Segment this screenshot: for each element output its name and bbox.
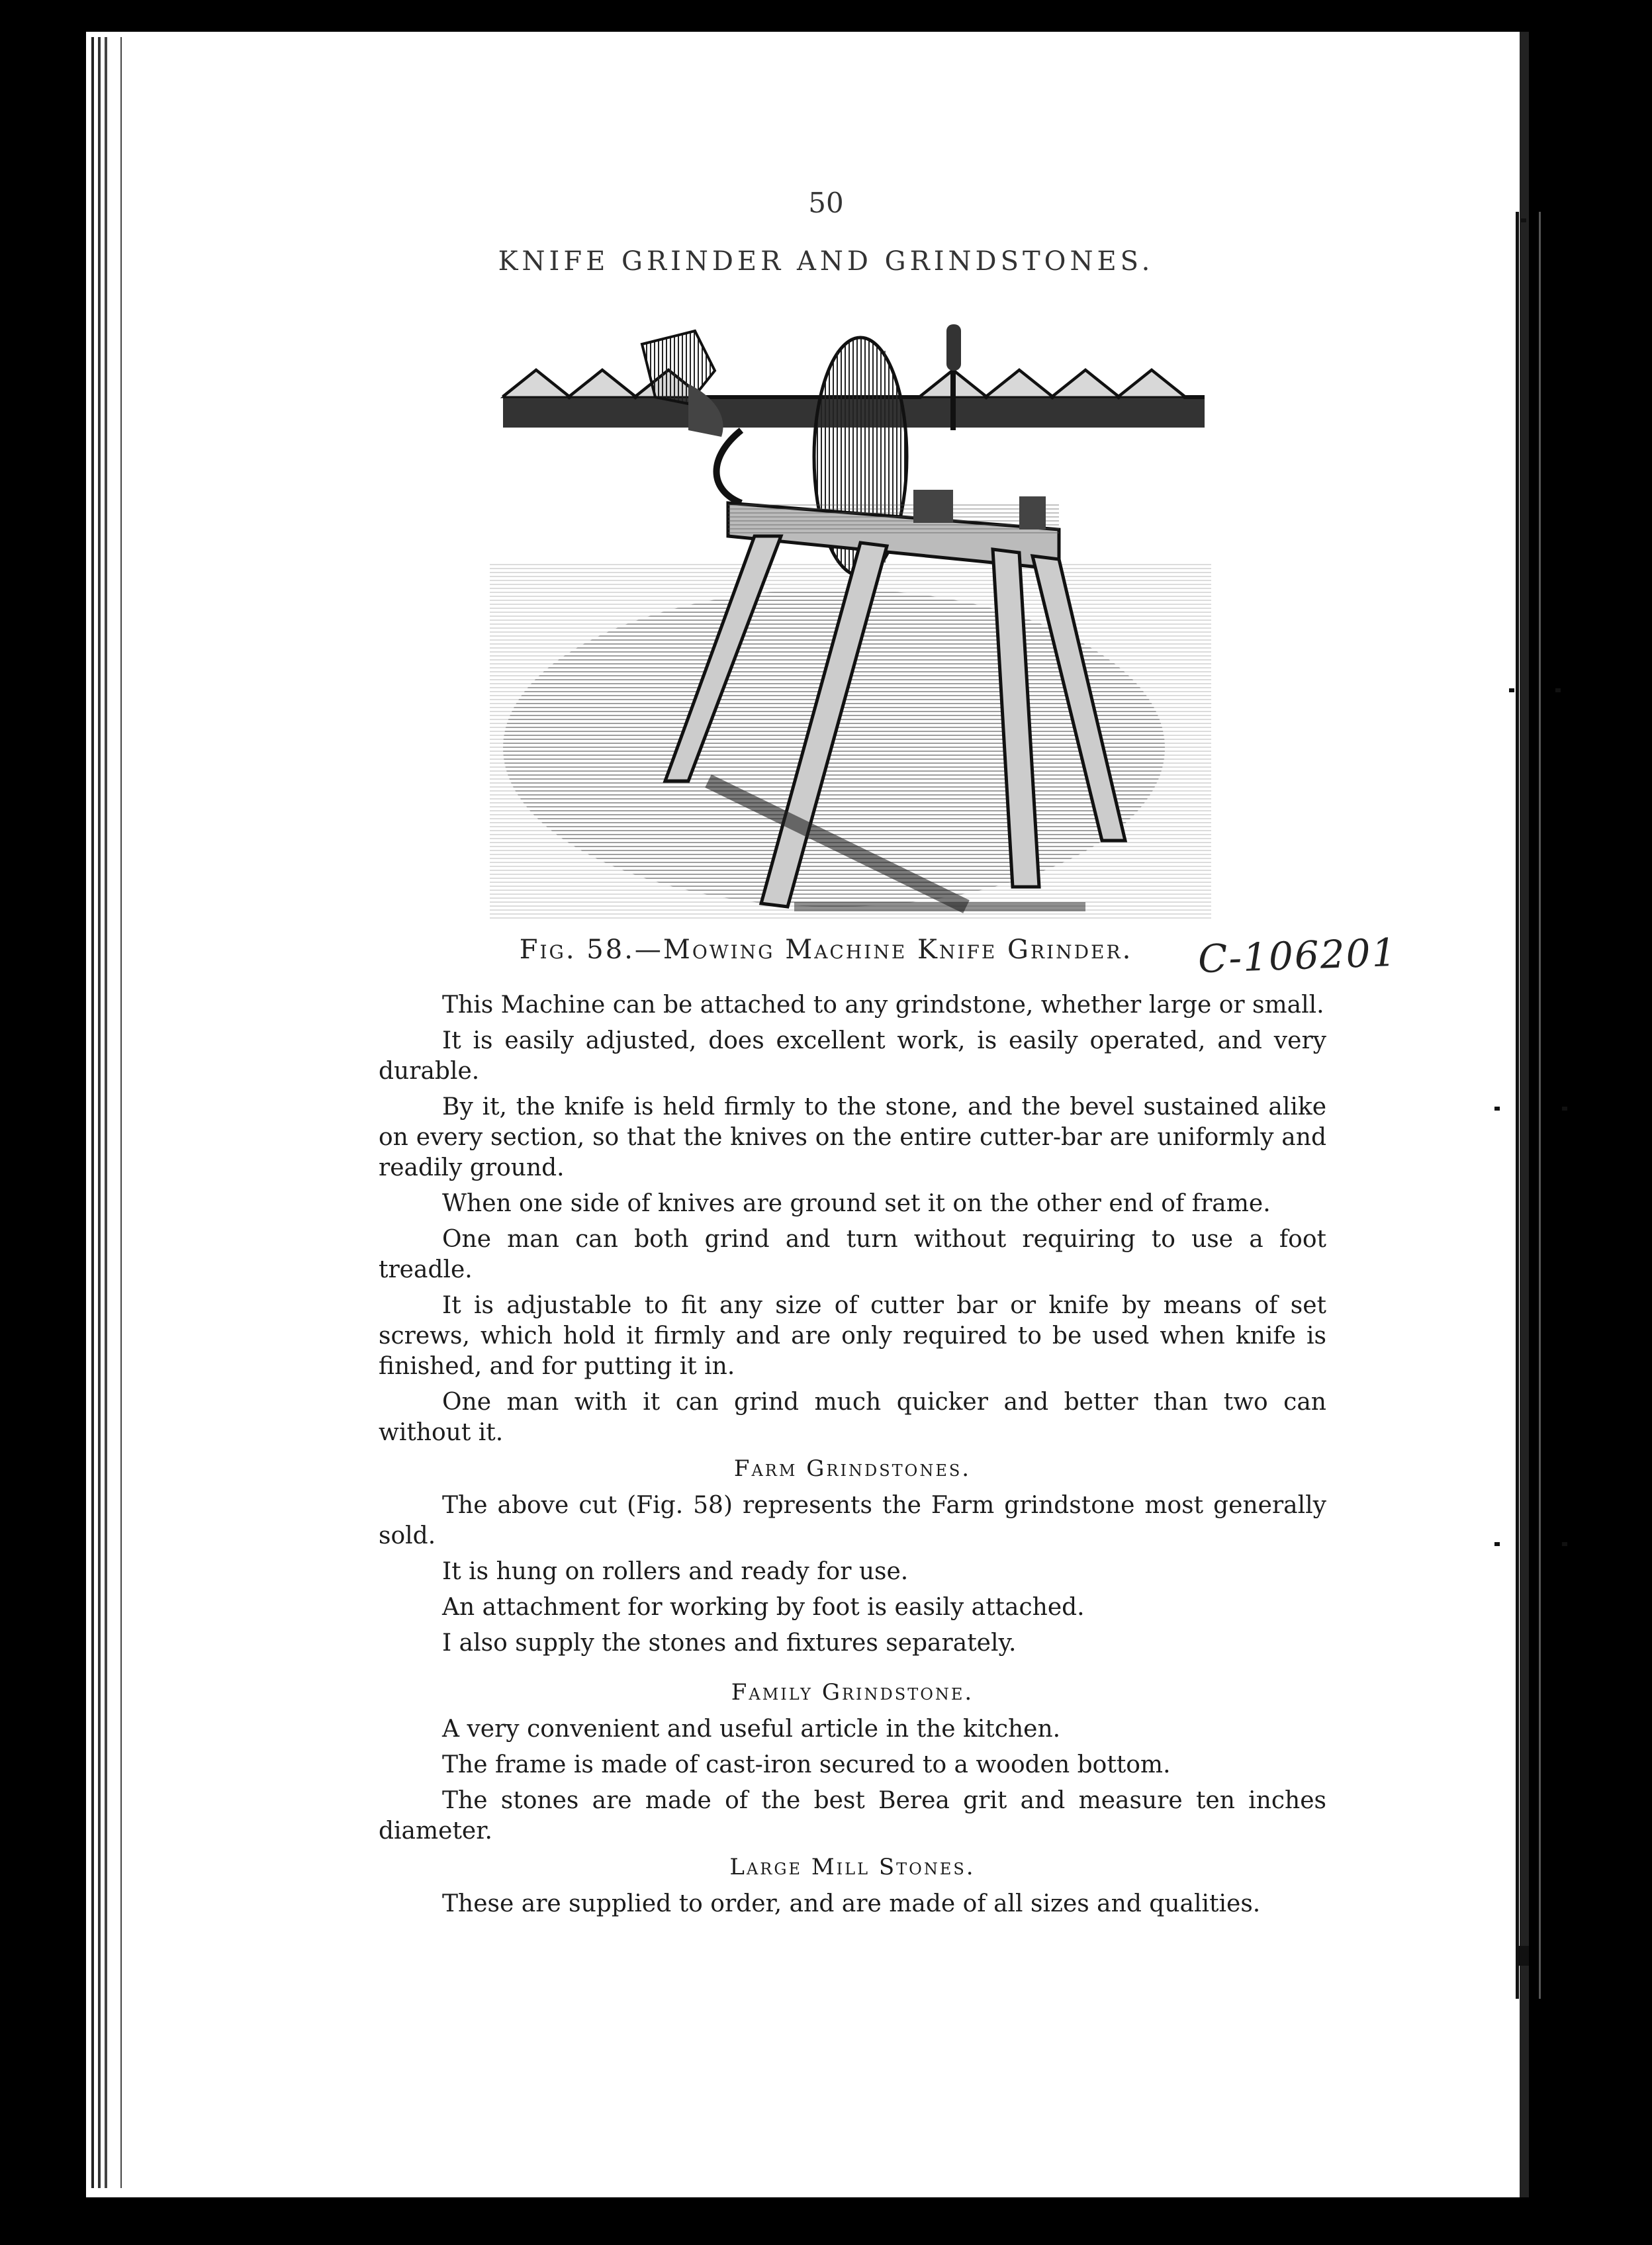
binding-mark — [1509, 688, 1514, 692]
page-number: 50 — [808, 187, 844, 219]
paragraph: This Machine can be attached to any grindstone, whether large or small. — [442, 991, 1324, 1019]
paragraph: One man can both grind and turn without requiring to use a foot treadle. — [379, 1226, 1326, 1283]
binding-mark — [1494, 1107, 1500, 1111]
paragraph: It is easily adjusted, does excellent work, is easily operated, and very durable. — [379, 1027, 1326, 1085]
paragraph: A very convenient and useful article in the kitchen. — [442, 1716, 1061, 1743]
binding-mark — [1555, 688, 1561, 692]
handwritten-catalog-number: C-106201 — [1197, 929, 1399, 982]
section-heading: Large Mill Stones. — [729, 1854, 976, 1880]
binding-mark — [1562, 1107, 1567, 1111]
paragraph: The above cut (Fig. 58) represents the Farm grindstone most generally sold. — [379, 1492, 1326, 1549]
section-heading: Family Grindstone. — [731, 1679, 974, 1706]
body-text — [379, 990, 1326, 1925]
binding-mark — [1494, 1542, 1500, 1546]
section-heading: Farm Grindstones. — [733, 1455, 972, 1482]
paragraph: It is hung on rollers and ready for use. — [442, 1558, 909, 1585]
binding-mark — [1516, 1946, 1529, 1966]
paragraph: It is adjustable to fit any size of cutter bar or knife by means of set screws, which hold it firmly and are only required to be used when knife is finished, and for putting it in. — [379, 1292, 1326, 1380]
knife-grinder-illustration — [490, 324, 1211, 920]
paragraph: The frame is made of cast-iron secured to a wooden bottom. — [442, 1751, 1171, 1778]
paragraph: An attachment for working by foot is easily attached. — [442, 1594, 1085, 1621]
paragraph: One man with it can grind much quicker and better than two can without it. — [379, 1389, 1326, 1446]
figure-caption: Fig. 58.—Mowing Machine Knife Grinder. — [519, 935, 1133, 965]
paragraph: By it, the knife is held firmly to the stone, and the bevel sustained alike on every section, so that the knives on the entire cutter-bar are uniformly and readily ground. — [379, 1093, 1326, 1181]
page-stack-edge — [91, 37, 122, 2188]
paragraph: The stones are made of the best Berea grit and measure ten inches diameter. — [379, 1787, 1326, 1845]
paragraph: I also supply the stones and fixtures separately. — [442, 1629, 1017, 1657]
binding-thread — [1516, 212, 1541, 1999]
paragraph: When one side of knives are ground set it on the other end of frame. — [442, 1190, 1271, 1217]
running-head: KNIFE GRINDER AND GRINDSTONES. — [498, 246, 1154, 277]
paragraph: These are supplied to order, and are made of all sizes and qualities. — [442, 1890, 1261, 1917]
binding-mark — [1562, 1542, 1567, 1546]
